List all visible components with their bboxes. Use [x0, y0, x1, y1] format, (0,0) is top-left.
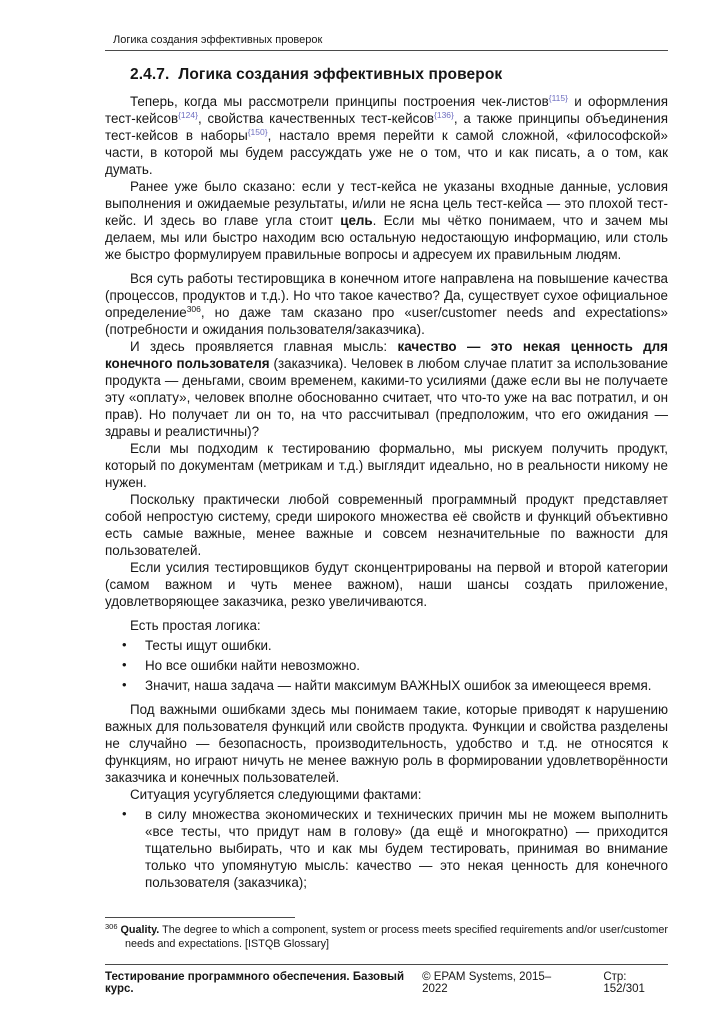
header-rule — [105, 50, 668, 51]
text-run: качество — это некая ценность для конечного пользователя — [105, 339, 668, 371]
bullet-marker: • — [122, 806, 127, 821]
text-run: , свойства качественных тест-кейсов — [197, 111, 435, 126]
text-run: и оформления тест-кейсов — [105, 94, 668, 126]
text-run: И здесь проявляется главная мысль: — [130, 339, 398, 354]
running-header-text: Логика создания эффективных проверок — [113, 34, 323, 46]
text-run: Quality. — [120, 924, 160, 936]
text-run: . Если мы чётко понимаем, что и зачем мы делаем, мы или быстро находим всю остальную недостающую информацию, или столь же быстро формулируем правильные вопросы и адресуем их правильным людям. — [105, 213, 668, 262]
bullet-marker: • — [122, 657, 127, 672]
cross-reference-link[interactable]: {136} — [434, 110, 454, 120]
bullet-marker: • — [122, 637, 127, 652]
footnote-divider — [105, 917, 295, 918]
section-number: 2.4.7. — [130, 66, 170, 83]
footnote-block — [105, 917, 668, 951]
text-run: Значит, наша задача — найти максимум ВАЖНЫХ ошибок за имеющееся время. — [145, 678, 652, 693]
text-run: Под важными ошибками здесь мы понимаем такие, которые приводят к нарушению важных для пользователя функций или свойств продукта. Функции и свойства разделены не случайно — безопасность, производительность, удобство и т.д. не относятся к функциям, но играют ничуть не менее важную роль в формировании удовлетворённости заказчика и конечных пользователей. — [105, 702, 668, 785]
running-header — [105, 0, 668, 51]
footnote-marker: 306 — [105, 922, 118, 931]
paragraph — [105, 701, 668, 786]
paragraph — [105, 338, 668, 440]
footnote-body — [121, 924, 669, 950]
bullet-list — [105, 806, 668, 891]
text-run: (заказчика). Человек в любом случае платит за использование продукта — деньгами, своим временем, какими-то усилиями (даже если вы не получаете эту «оплату», человек вполне обоснованно считает, что что-то уже на вас потратил, и он прав). Но получает ли он то, на что рассчитывал (предположим, что его ожидания — здравы и реалистичны)? — [105, 356, 668, 439]
footer-page-number: Стр: 152/301 — [603, 971, 645, 995]
body-text — [105, 93, 668, 891]
list-item — [105, 657, 668, 674]
footnote — [105, 924, 668, 951]
text-run: Ранее уже было сказано: если у тест-кейса не указаны входные данные, условия выполнения и ожидаемые результаты, и/или не ясна цель тест-кейса — это плохой тест-кейс. И здесь во главе угла стоит — [105, 179, 668, 228]
section-heading — [105, 66, 668, 84]
paragraph — [105, 786, 668, 803]
cross-reference-link[interactable]: {115} — [548, 93, 568, 103]
section-title: Логика создания эффективных проверок — [178, 66, 503, 83]
text-run: цель — [340, 213, 373, 228]
list-item — [105, 806, 668, 891]
text-run: Тесты ищут ошибки. — [145, 638, 272, 653]
text-run: , но даже там сказано про «user/customer needs and expectations» (потребности и ожидания пользователя/заказчика). — [105, 305, 668, 337]
list-item-text — [145, 658, 360, 673]
text-run: Если усилия тестировщиков будут сконцентрированы на первой и второй категории (самом важном и чуть менее важном), наши шансы создать приложение, удовлетворяющее заказчика, резко увеличиваются. — [105, 560, 668, 609]
paragraph — [105, 270, 668, 338]
paragraph — [105, 491, 668, 559]
page-footer — [105, 964, 668, 995]
bullet-marker: • — [122, 677, 127, 692]
list-item — [105, 637, 668, 654]
cross-reference-link[interactable]: {124} — [178, 110, 198, 120]
text-run: Теперь, когда мы рассмотрели принципы построения чек-листов — [130, 94, 549, 109]
list-item — [105, 677, 668, 694]
text-run: Вся суть работы тестировщика в конечном итоге направлена на повышение качества (процессов, продуктов и т.д.). Но что такое качество? Да, существует сухое официальное определение — [105, 271, 668, 320]
paragraph — [105, 178, 668, 263]
paragraph — [105, 617, 668, 634]
text-run: , настало время перейти к самой сложной, «философской» части, в которой мы будем рассуждать уже не о том, что и как писать, а о том, как думать. — [105, 128, 668, 177]
list-item-text — [145, 678, 651, 693]
footer-book-title: Тестирование программного обеспечения. Базовый курс. — [105, 971, 405, 995]
footer-copyright: © EPAM Systems, 2015–2022 — [422, 971, 552, 995]
text-run: в силу множества экономических и технических причин мы не можем выполнить «все тесты, что придут нам в голову» (да ещё и многократно) — приходится тщательно выбирать, что и как мы будем тестировать, принимая во внимание только что упомянутую мысль: качество — это некая ценность для конечного пользователя (заказчика); — [145, 807, 668, 890]
text-run: Поскольку практически любой современный программный продукт представляет собой непростую систему, среди широкого множества её свойств и функций объективно есть самые важные, менее важные и совсем незначительные по важности для пользователей. — [105, 492, 668, 558]
text-run: Но все ошибки найти невозможно. — [145, 658, 360, 673]
list-item-text — [145, 638, 272, 653]
text-run: Есть простая логика: — [130, 618, 261, 633]
paragraph — [105, 93, 668, 178]
cross-reference-link[interactable]: {150} — [247, 127, 268, 137]
text-run: The degree to which a component, system or process meets specified requirements and/or user/customer needs and expectations. [ISTQB Glossary] — [125, 924, 669, 950]
text-run: , а также принципы объединения тест-кейсов в наборы — [105, 111, 668, 143]
text-run: Ситуация усугубляется следующими фактами: — [130, 787, 422, 802]
paragraph — [105, 559, 668, 610]
bullet-list — [105, 637, 668, 694]
text-run: Если мы подходим к тестированию формально, мы рискуем получить продукт, который по документам (метрикам и т.д.) выглядит идеально, но в реальности никому не нужен. — [105, 441, 668, 490]
footnote-ref: 306 — [186, 304, 201, 314]
list-item-text — [145, 807, 668, 890]
paragraph — [105, 440, 668, 491]
